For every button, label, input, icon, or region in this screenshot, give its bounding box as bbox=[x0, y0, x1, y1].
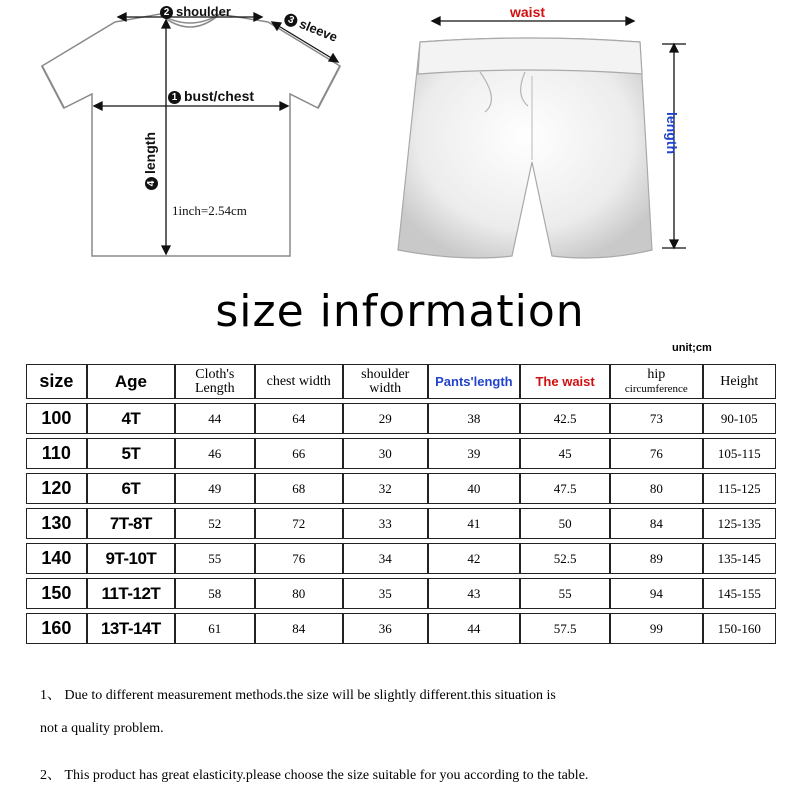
table-row bbox=[26, 438, 776, 469]
tshirt-illustration bbox=[42, 14, 340, 256]
cell-height: 105-115 bbox=[703, 438, 776, 469]
cell-hip: 76 bbox=[610, 438, 702, 469]
length-label: length bbox=[142, 132, 158, 174]
cell-size: 120 bbox=[26, 473, 87, 504]
shorts-length-label: length bbox=[664, 112, 680, 154]
cell-shoulder: 33 bbox=[343, 508, 428, 539]
header-shoulder-width bbox=[343, 364, 428, 399]
cell-size: 140 bbox=[26, 543, 87, 574]
cell-chest: 80 bbox=[255, 578, 343, 609]
note-1-line-1: 1、 Due to different measurement methods.the size will be slightly different.this situation is bbox=[40, 688, 556, 703]
cell-height: 145-155 bbox=[703, 578, 776, 609]
table-row bbox=[26, 473, 776, 504]
header-shoulder-line2: width bbox=[369, 380, 402, 396]
size-table bbox=[26, 364, 776, 644]
cell-chest: 68 bbox=[255, 473, 343, 504]
shoulder-label: shoulder bbox=[176, 4, 231, 19]
cell-chest: 76 bbox=[255, 543, 343, 574]
inch-conversion-note: 1inch=2.54cm bbox=[172, 203, 247, 218]
cell-chest: 72 bbox=[255, 508, 343, 539]
table-row bbox=[26, 613, 776, 644]
cell-pants: 43 bbox=[428, 578, 520, 609]
cell-shoulder: 36 bbox=[343, 613, 428, 644]
table-row bbox=[26, 543, 776, 574]
table-row bbox=[26, 403, 776, 434]
cell-waist: 50 bbox=[520, 508, 610, 539]
chest-label: bust/chest bbox=[184, 88, 255, 104]
shorts-waist-label: waist bbox=[510, 4, 546, 20]
cell-chest: 64 bbox=[255, 403, 343, 434]
length-number-badge: 4 bbox=[145, 177, 158, 190]
cell-chest: 66 bbox=[255, 438, 343, 469]
cell-shoulder: 29 bbox=[343, 403, 428, 434]
header-size: size bbox=[26, 364, 87, 399]
cell-length: 46 bbox=[175, 438, 255, 469]
length-annotation bbox=[142, 132, 158, 190]
cell-hip: 89 bbox=[610, 543, 702, 574]
cell-hip: 80 bbox=[610, 473, 702, 504]
cell-shoulder: 34 bbox=[343, 543, 428, 574]
header-cloth-length-line1: Cloth's bbox=[195, 366, 235, 382]
cell-height: 150-160 bbox=[703, 613, 776, 644]
cell-waist: 45 bbox=[520, 438, 610, 469]
chest-number-badge: 1 bbox=[168, 91, 181, 104]
cell-length: 49 bbox=[175, 473, 255, 504]
shoulder-annotation bbox=[160, 4, 231, 19]
cell-waist: 55 bbox=[520, 578, 610, 609]
header-age: Age bbox=[87, 364, 175, 399]
cell-length: 55 bbox=[175, 543, 255, 574]
cell-pants: 44 bbox=[428, 613, 520, 644]
cell-shoulder: 32 bbox=[343, 473, 428, 504]
unit-label: unit;cm bbox=[672, 342, 712, 354]
cell-size: 130 bbox=[26, 508, 87, 539]
cell-pants: 38 bbox=[428, 403, 520, 434]
table-header-row bbox=[26, 364, 776, 399]
cell-waist: 47.5 bbox=[520, 473, 610, 504]
cell-height: 125-135 bbox=[703, 508, 776, 539]
cell-height: 135-145 bbox=[703, 543, 776, 574]
header-chest-width: chest width bbox=[255, 364, 343, 399]
header-cloth-length-line2: Length bbox=[194, 380, 235, 396]
table-row bbox=[26, 508, 776, 539]
cell-height: 115-125 bbox=[703, 473, 776, 504]
cell-size: 110 bbox=[26, 438, 87, 469]
cell-length: 52 bbox=[175, 508, 255, 539]
cell-chest: 84 bbox=[255, 613, 343, 644]
cell-size: 100 bbox=[26, 403, 87, 434]
cell-age: 9T-10T bbox=[87, 543, 175, 574]
header-cloth-length bbox=[175, 364, 255, 399]
shoulder-number-badge: 2 bbox=[160, 6, 173, 19]
cell-age: 5T bbox=[87, 438, 175, 469]
measurement-illustrations bbox=[0, 0, 800, 290]
cell-hip: 94 bbox=[610, 578, 702, 609]
header-shoulder-line1: shoulder bbox=[361, 366, 410, 382]
chest-annotation bbox=[168, 88, 254, 104]
cell-hip: 73 bbox=[610, 403, 702, 434]
cell-waist: 57.5 bbox=[520, 613, 610, 644]
cell-hip: 84 bbox=[610, 508, 702, 539]
header-hip-circumference bbox=[610, 364, 702, 399]
cell-length: 58 bbox=[175, 578, 255, 609]
cell-shoulder: 35 bbox=[343, 578, 428, 609]
cell-hip: 99 bbox=[610, 613, 702, 644]
cell-length: 44 bbox=[175, 403, 255, 434]
cell-shoulder: 30 bbox=[343, 438, 428, 469]
sleeve-number-badge: 3 bbox=[282, 12, 299, 29]
cell-pants: 41 bbox=[428, 508, 520, 539]
cell-size: 160 bbox=[26, 613, 87, 644]
header-height: Height bbox=[703, 364, 776, 399]
header-pants-length: Pants'length bbox=[428, 364, 520, 399]
cell-pants: 39 bbox=[428, 438, 520, 469]
cell-age: 11T-12T bbox=[87, 578, 175, 609]
page-title: size information bbox=[215, 286, 585, 337]
header-hip-line2: circumference bbox=[624, 382, 688, 395]
cell-pants: 42 bbox=[428, 543, 520, 574]
measurement-diagrams bbox=[0, 0, 800, 290]
cell-waist: 52.5 bbox=[520, 543, 610, 574]
cell-length: 61 bbox=[175, 613, 255, 644]
header-waist: The waist bbox=[520, 364, 610, 399]
sleeve-label: sleeve bbox=[297, 15, 340, 45]
cell-height: 90-105 bbox=[703, 403, 776, 434]
note-2: 2、 This product has great elasticity.please choose the size suitable for you according to the table. bbox=[40, 768, 589, 783]
cell-age: 13T-14T bbox=[87, 613, 175, 644]
cell-age: 4T bbox=[87, 403, 175, 434]
cell-waist: 42.5 bbox=[520, 403, 610, 434]
cell-age: 7T-8T bbox=[87, 508, 175, 539]
cell-size: 150 bbox=[26, 578, 87, 609]
header-hip-line1: hip bbox=[647, 366, 666, 382]
note-1-line-2: not a quality problem. bbox=[40, 721, 164, 736]
shorts-illustration bbox=[398, 38, 652, 258]
cell-pants: 40 bbox=[428, 473, 520, 504]
table-row bbox=[26, 578, 776, 609]
cell-age: 6T bbox=[87, 473, 175, 504]
